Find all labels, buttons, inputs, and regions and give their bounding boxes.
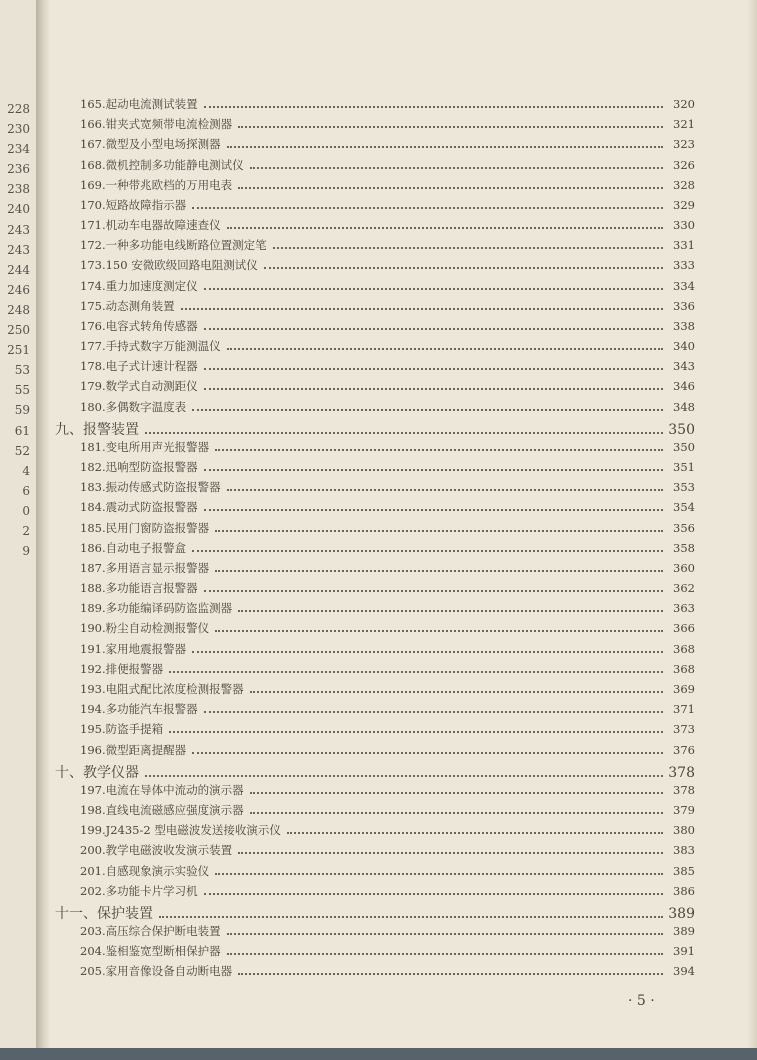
toc-label: 179.数学式自动测距仪	[80, 379, 198, 394]
previous-page-number: 234	[7, 142, 30, 157]
toc-entry	[55, 661, 695, 681]
toc-label: 200.教学电磁波收发演示装置	[80, 843, 233, 858]
previous-page-number: 250	[7, 323, 30, 338]
toc-entry	[55, 177, 695, 197]
toc-label: 199.J2435-2 型电磁波发送接收演示仪	[80, 823, 281, 838]
toc-entry	[55, 883, 695, 903]
toc-label: 189.多功能编译码防盗监测器	[80, 601, 233, 616]
toc-entry	[55, 399, 695, 419]
toc-page-number: 391	[673, 944, 695, 959]
toc-page-number: 358	[673, 540, 695, 555]
leader-dots	[227, 489, 663, 491]
toc-page-number: 329	[673, 197, 695, 212]
page-number: · 5 ·	[628, 993, 655, 1009]
toc-label: 169.一种带兆欧档的万用电表	[80, 177, 233, 192]
toc-entry	[55, 439, 695, 459]
toc-label: 196.微型距离提醒器	[80, 742, 187, 757]
previous-page-number: 4	[22, 463, 30, 478]
previous-page-number: 251	[7, 343, 30, 358]
leader-dots	[273, 247, 663, 249]
previous-page-number: 55	[14, 383, 30, 398]
toc-page-number: 385	[673, 863, 695, 878]
toc-page-number: 354	[673, 500, 695, 515]
toc-label: 167.微型及小型电场探测器	[80, 137, 221, 152]
toc-page-number: 360	[673, 560, 695, 575]
toc-entry	[55, 197, 695, 217]
toc-page-number: 353	[673, 480, 695, 495]
previous-page-numbers	[0, 99, 30, 561]
toc-label: 168.微机控制多功能静电测试仪	[80, 157, 244, 172]
toc-entry	[55, 459, 695, 479]
toc-page-number: 389	[673, 924, 695, 939]
table-of-contents	[55, 96, 695, 984]
toc-entry	[55, 237, 695, 257]
toc-entry	[55, 863, 695, 883]
toc-label: 180.多偶数字温度表	[80, 399, 187, 414]
toc-label: 197.电流在导体中流动的演示器	[80, 782, 244, 797]
toc-label: 194.多功能汽车报警器	[80, 702, 198, 717]
leader-dots	[250, 792, 663, 794]
toc-page-number: 330	[673, 218, 695, 233]
toc-page-number: 362	[673, 581, 695, 596]
leader-dots	[238, 610, 663, 612]
toc-entry	[55, 318, 695, 338]
page-edge	[747, 0, 757, 1060]
toc-entry	[55, 923, 695, 943]
previous-page-number: 52	[14, 443, 30, 458]
leader-dots	[145, 432, 663, 434]
toc-page-number: 386	[673, 883, 695, 898]
toc-entry	[55, 540, 695, 560]
toc-entry	[55, 520, 695, 540]
toc-page-number: 379	[673, 803, 695, 818]
leader-dots	[215, 630, 663, 632]
toc-label: 165.起动电流测试装置	[80, 97, 198, 111]
leader-dots	[238, 852, 663, 854]
toc-label: 176.电容式转角传感器	[80, 318, 198, 333]
toc-page-number: 336	[673, 298, 695, 313]
toc-page-number: 348	[673, 399, 695, 414]
toc-entry	[55, 701, 695, 721]
toc-label: 175.动态测角装置	[80, 298, 175, 313]
leader-dots	[215, 530, 663, 532]
leader-dots	[192, 207, 663, 209]
toc-label: 184.震动式防盗报警器	[80, 500, 198, 515]
previous-page-number: 228	[7, 102, 30, 116]
toc-entry	[55, 560, 695, 580]
previous-page-number: 244	[7, 262, 30, 277]
toc-label: 185.民用门窗防盗报警器	[80, 520, 210, 535]
toc-entry	[55, 257, 695, 277]
previous-page-number: 243	[7, 222, 30, 237]
previous-page-number: 243	[7, 242, 30, 257]
previous-page-number: 59	[14, 403, 30, 418]
leader-dots	[227, 933, 663, 935]
toc-entry	[55, 782, 695, 802]
leader-dots	[264, 267, 663, 269]
leader-dots	[192, 752, 663, 754]
toc-entry	[55, 499, 695, 519]
toc-page-number: 368	[673, 661, 695, 676]
toc-page-number: 356	[673, 520, 695, 535]
toc-entry	[55, 298, 695, 318]
toc-label: 183.振动传感式防盗报警器	[80, 480, 221, 495]
toc-page-number: 368	[673, 641, 695, 656]
leader-dots	[181, 308, 663, 310]
toc-label: 172.一种多功能电线断路位置测定笔	[80, 238, 267, 253]
toc-page-number: 328	[673, 177, 695, 192]
toc-entry	[55, 641, 695, 661]
toc-entry	[55, 620, 695, 640]
toc-page-number: 326	[673, 157, 695, 172]
leader-dots	[215, 570, 663, 572]
toc-label: 182.迅响型防盗报警器	[80, 460, 198, 475]
leader-dots	[204, 469, 663, 471]
toc-label: 198.直线电流磁感应强度演示器	[80, 803, 244, 818]
toc-page-number: 334	[673, 278, 695, 293]
leader-dots	[192, 409, 663, 411]
leader-dots	[159, 916, 663, 918]
toc-page-number: 333	[673, 258, 695, 273]
toc-entry	[55, 96, 695, 116]
toc-entry	[55, 600, 695, 620]
leader-dots	[227, 348, 663, 350]
toc-label: 187.多用语言显示报警器	[80, 560, 210, 575]
toc-label: 十、教学仪器	[55, 764, 139, 781]
previous-page-number: 236	[7, 162, 30, 177]
toc-label: 190.粉尘自动检测报警仪	[80, 621, 210, 636]
toc-label: 203.高压综合保护断电装置	[80, 924, 221, 939]
toc-entry	[55, 136, 695, 156]
leader-dots	[238, 187, 663, 189]
toc-page-number: 340	[673, 339, 695, 354]
previous-page-number: 0	[22, 503, 30, 518]
toc-label: 193.电阻式配比浓度检测报警器	[80, 681, 244, 696]
leader-dots	[204, 509, 663, 511]
toc-label: 186.自动电子报警盒	[80, 540, 187, 555]
previous-page-number: 246	[7, 282, 30, 297]
toc-entry	[55, 217, 695, 237]
leader-dots	[192, 550, 663, 552]
toc-entry	[55, 278, 695, 298]
leader-dots	[227, 146, 663, 148]
toc-page-number: 389	[668, 905, 695, 922]
leader-dots	[192, 651, 663, 653]
toc-label: 204.鉴相鉴宽型断相保护器	[80, 944, 221, 959]
toc-entry	[55, 822, 695, 842]
leader-dots	[204, 328, 663, 330]
toc-section	[55, 419, 695, 439]
toc-entry	[55, 943, 695, 963]
toc-entry	[55, 963, 695, 983]
leader-dots	[238, 126, 663, 128]
previous-page-number: 6	[22, 483, 30, 498]
toc-label: 178.电子式计速计程器	[80, 359, 198, 374]
leader-dots	[287, 832, 663, 834]
toc-page-number: 373	[673, 722, 695, 737]
toc-page-number: 338	[673, 318, 695, 333]
previous-page-number: 61	[14, 423, 30, 438]
leader-dots	[204, 106, 663, 108]
toc-entry	[55, 580, 695, 600]
toc-label: 201.自感现象演示实验仪	[80, 863, 210, 878]
toc-page-number: 351	[673, 460, 695, 475]
toc-label: 177.手持式数字万能测温仪	[80, 339, 221, 354]
previous-page-number: 240	[7, 202, 30, 217]
toc-page-number: 380	[673, 823, 695, 838]
book-gutter	[36, 0, 50, 1060]
toc-entry	[55, 378, 695, 398]
leader-dots	[169, 671, 663, 673]
toc-label: 202.多功能卡片学习机	[80, 883, 198, 898]
leader-dots	[169, 731, 663, 733]
leader-dots	[250, 167, 663, 169]
toc-label: 十一、保护装置	[55, 905, 153, 922]
toc-label: 188.多功能语言报警器	[80, 581, 198, 596]
toc-entry	[55, 116, 695, 136]
leader-dots	[227, 953, 663, 955]
leader-dots	[250, 691, 663, 693]
toc-entry	[55, 157, 695, 177]
leader-dots	[238, 973, 663, 975]
toc-label: 192.排便报警器	[80, 661, 164, 676]
previous-page-number: 53	[14, 363, 30, 378]
leader-dots	[204, 288, 663, 290]
toc-page-number: 331	[673, 238, 695, 253]
previous-page-number: 230	[7, 122, 30, 137]
toc-page-number: 376	[673, 742, 695, 757]
leader-dots	[204, 590, 663, 592]
toc-page-number: 366	[673, 621, 695, 636]
toc-page-number: 321	[673, 117, 695, 132]
toc-label: 九、报警装置	[55, 421, 139, 438]
toc-entry	[55, 721, 695, 741]
toc-label: 191.家用地震报警器	[80, 641, 187, 656]
leader-dots	[204, 893, 663, 895]
toc-label: 181.变电所用声光报警器	[80, 439, 210, 454]
toc-page-number: 394	[673, 964, 695, 979]
toc-section	[55, 903, 695, 923]
leader-dots	[204, 388, 663, 390]
toc-entry	[55, 338, 695, 358]
toc-page-number: 363	[673, 601, 695, 616]
toc-page-number: 323	[673, 137, 695, 152]
toc-label: 195.防盗手提箱	[80, 722, 164, 737]
previous-page-number: 2	[22, 523, 30, 538]
toc-label: 205.家用音像设备自动断电器	[80, 964, 233, 979]
toc-page-number: 369	[673, 681, 695, 696]
toc-page-number: 343	[673, 359, 695, 374]
leader-dots	[215, 449, 663, 451]
toc-page-number: 378	[673, 782, 695, 797]
leader-dots	[250, 812, 663, 814]
toc-entry	[55, 681, 695, 701]
toc-entry	[55, 358, 695, 378]
leader-dots	[215, 873, 663, 875]
leader-dots	[227, 227, 663, 229]
toc-page-number: 383	[673, 843, 695, 858]
toc-entry	[55, 802, 695, 822]
toc-label: 174.重力加速度测定仪	[80, 278, 198, 293]
previous-page-number: 238	[7, 182, 30, 197]
leader-dots	[204, 368, 663, 370]
toc-entry	[55, 842, 695, 862]
toc-page-number: 320	[673, 97, 695, 111]
toc-label: 171.机动车电器故障速查仪	[80, 218, 221, 233]
previous-page-number: 9	[22, 544, 30, 559]
toc-label: 166.钳夹式宽频带电流检测器	[80, 117, 233, 132]
toc-entry	[55, 479, 695, 499]
toc-page-number: 350	[668, 421, 695, 438]
toc-entry	[55, 742, 695, 762]
toc-label: 173.150 安微欧级回路电阻测试仪	[80, 258, 258, 273]
previous-page-number: 248	[7, 302, 30, 317]
toc-page-number: 378	[668, 764, 695, 781]
leader-dots	[204, 711, 663, 713]
toc-page-number: 371	[673, 702, 695, 717]
toc-label: 170.短路故障指示器	[80, 197, 187, 212]
leader-dots	[145, 775, 663, 777]
toc-page-number: 346	[673, 379, 695, 394]
toc-page-number: 350	[673, 439, 695, 454]
scanner-edge	[0, 1048, 757, 1060]
toc-section	[55, 762, 695, 782]
